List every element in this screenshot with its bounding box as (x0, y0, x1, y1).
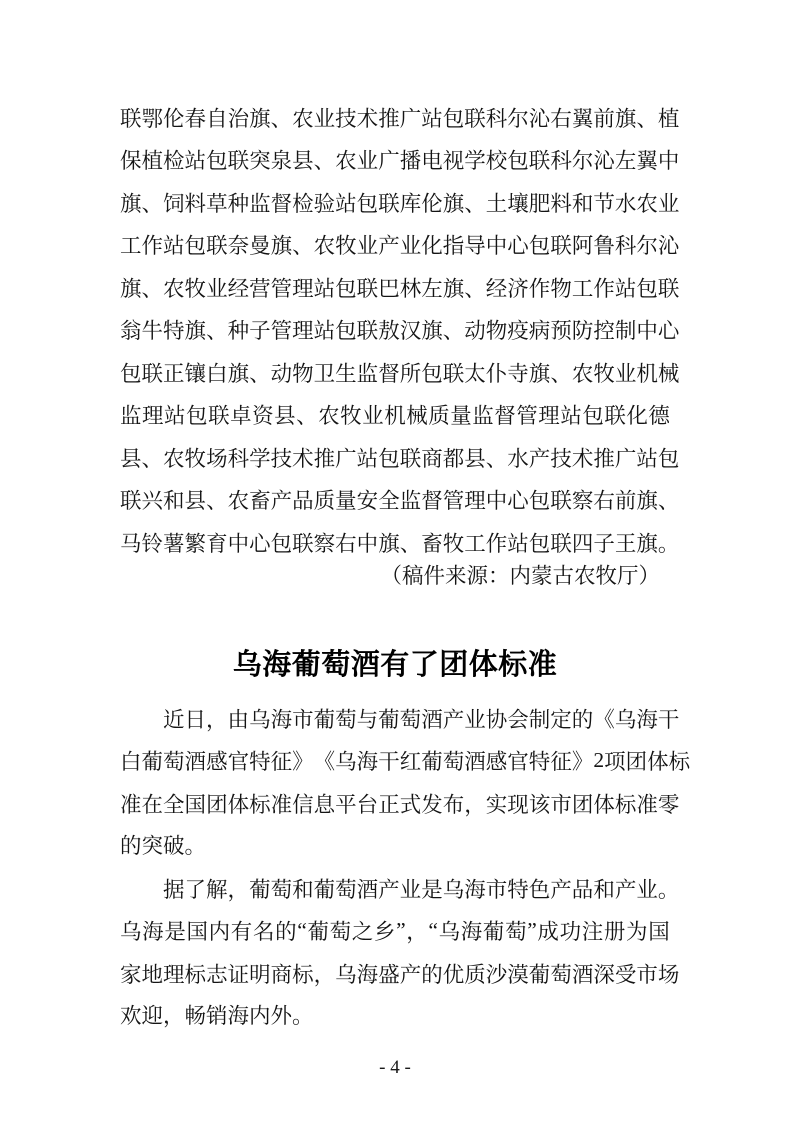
body-line: 县 、 农 牧 场 科 学 技 术 推 广 站 包 联 商 都 县 、 水 产 技 术 推 广 站 包 (120, 446, 680, 471)
source-attribution: （稿件来源：内蒙古农牧厅） (380, 563, 660, 588)
body-line: 翁 牛 特 旗 、 种 子 管 理 站 包 联 敖 汉 旗 、 动 物 疫 病 预 防 控 制 中 心 (120, 319, 680, 344)
article2-paragraph-1 (120, 697, 691, 867)
body-line: 据 了 解 ， 葡 萄 和 葡 萄 酒 产 业 是 乌 海 市 特 色 产 品 和 产 业 。 (163, 877, 680, 902)
body-line: 工 作 站 包 联 奈 曼 旗 、 农 牧 业 产 业 化 指 导 中 心 包 联 阿 鲁 科 尔 沁 (120, 234, 680, 259)
body-line: 联 兴 和 县 、 农 畜 产 品 质 量 安 全 监 督 管 理 中 心 包 联 察 右 前 旗 、 (120, 489, 680, 514)
body-line: 马 铃 薯 繁 育 中 心 包 联 察 右 中 旗 、 畜 牧 工 作 站 包 联 四 子 王 旗 。 (120, 531, 680, 556)
body-line: 联 鄂 伦 春 自 治 旗 、 农 业 技 术 推 广 站 包 联 科 尔 沁 右 翼 前 旗 、 植 (120, 106, 680, 131)
body-line: 旗 、 农 牧 业 经 营 管 理 站 包 联 巴 林 左 旗 、 经 济 作 物 工 作 站 包 联 (120, 276, 680, 301)
body-line: 白 葡 萄 酒 感 官 特 征 》 《 乌 海 干 红 葡 萄 酒 感 官 特 征 》 2 项 团 体 标 (120, 748, 691, 775)
page-number: - 4 - (379, 1057, 411, 1078)
article1-body (120, 96, 680, 597)
body-line: 乌 海 是 国 内 有 名 的 “ 葡 萄 之 乡 ” ， “ 乌 海 葡 萄 ” 成 功 注 册 为 国 (120, 918, 670, 945)
body-line: 旗 、 饲 料 草 种 监 督 检 验 站 包 联 库 伦 旗 、 土 壤 肥 料 和 节 水 农 业 (120, 191, 680, 216)
body-line: 保 植 检 站 包 联 突 泉 县 、 农 业 广 播 电 视 学 校 包 联 科 尔 沁 左 翼 中 (120, 149, 680, 174)
article-title: 乌海葡萄酒有了团体标准 (232, 649, 558, 681)
body-line: 家 地 理 标 志 证 明 商 标 ， 乌 海 盛 产 的 优 质 沙 漠 葡 萄 酒 深 受 市 场 (120, 962, 680, 987)
body-line: 的突破。 (120, 833, 207, 858)
body-line: 近 日 ， 由 乌 海 市 葡 萄 与 葡 萄 酒 产 业 协 会 制 定 的 《 乌 海 干 (163, 707, 680, 732)
body-line: 监 理 站 包 联 卓 资 县 、 农 牧 业 机 械 质 量 监 督 管 理 站 包 联 化 德 (120, 404, 670, 429)
body-line: 包 联 正 镶 白 旗 、 动 物 卫 生 监 督 所 包 联 太 仆 寺 旗 、 农 牧 业 机 械 (120, 361, 680, 386)
article2-paragraph-2 (120, 867, 680, 1037)
body-line: 欢迎，畅销海内外。 (120, 1003, 314, 1028)
body-line: 准 在 全 国 团 体 标 准 信 息 平 台 正 式 发 布 ， 实 现 该 市 团 体 标 准 零 (120, 792, 680, 817)
